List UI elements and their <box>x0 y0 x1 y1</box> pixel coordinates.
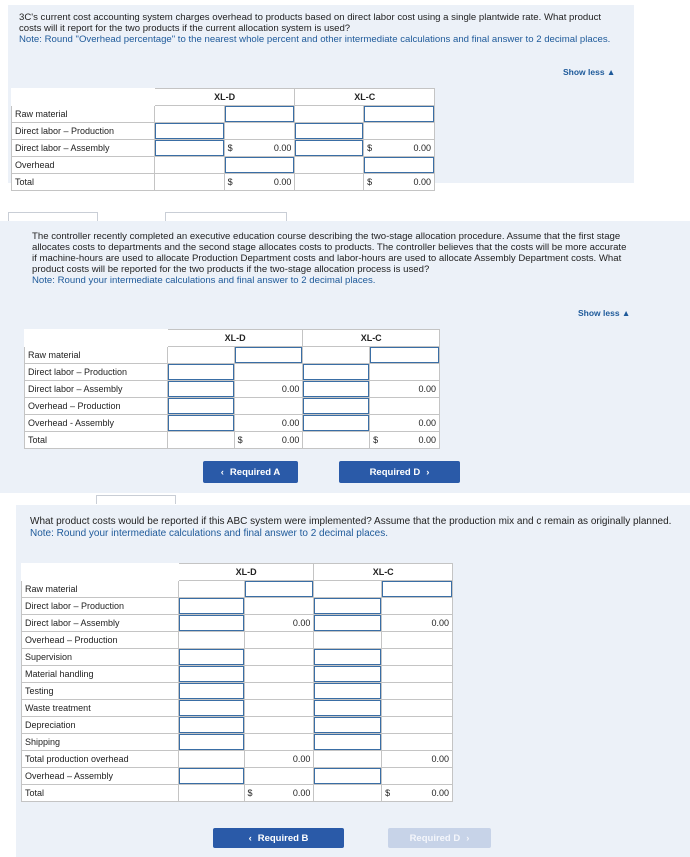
cell <box>244 632 314 649</box>
row-label: Overhead <box>12 157 155 174</box>
currency: $ <box>237 435 243 445</box>
cell <box>295 157 364 174</box>
cell <box>303 415 370 432</box>
row-label: Overhead - Assembly <box>25 415 168 432</box>
value: 0.00 <box>281 384 300 394</box>
cell <box>224 157 295 174</box>
cell <box>382 666 453 683</box>
cell <box>314 581 382 598</box>
cell <box>178 785 244 802</box>
cell <box>178 649 244 666</box>
input-cell[interactable] <box>168 381 234 397</box>
cell <box>178 581 244 598</box>
cell <box>244 768 314 785</box>
cell <box>167 347 234 364</box>
cell <box>244 785 314 802</box>
required-d-label: Required D <box>409 832 461 844</box>
cell <box>382 700 453 717</box>
input-cell[interactable] <box>314 615 381 631</box>
row-label: Total <box>12 174 155 191</box>
input-cell[interactable] <box>314 768 381 784</box>
cell <box>244 598 314 615</box>
value: 0.00 <box>273 177 292 187</box>
cell <box>178 734 244 751</box>
cell <box>224 140 295 157</box>
row-label: Direct labor – Assembly <box>25 381 168 398</box>
row-label: Depreciation <box>22 717 179 734</box>
header-xl-c: XL-C <box>314 564 453 581</box>
cell <box>364 106 435 123</box>
input-cell[interactable] <box>303 415 369 431</box>
input-cell[interactable] <box>155 123 224 139</box>
row-label: Total <box>22 785 179 802</box>
cell <box>234 432 303 449</box>
section2-question: The controller recently completed an executive education course describing the two-stage allocation procedure. Assume that the first stage allocates costs to departments and the second stage allocates costs to products. The controller believes that the costs will be more accurate if machine-hours are used to allocate Production Department costs and labor-hours are used to allocate Assembly Department costs. What product costs will be reported for the two products if the two-stage allocation process is used? <box>32 231 627 275</box>
input-cell[interactable] <box>314 598 381 614</box>
value: 0.00 <box>273 143 292 153</box>
currency: $ <box>367 177 373 187</box>
section3-table <box>21 563 453 802</box>
cell <box>167 398 234 415</box>
cell <box>314 666 382 683</box>
cell <box>382 649 453 666</box>
cell <box>364 174 435 191</box>
input-cell[interactable] <box>364 157 434 173</box>
cell <box>234 398 303 415</box>
value: 0.00 <box>418 435 436 445</box>
input-cell[interactable] <box>155 140 224 156</box>
input-cell[interactable] <box>314 666 381 682</box>
header-xl-d: XL-D <box>167 330 303 347</box>
input-cell[interactable] <box>225 106 295 122</box>
header-blank <box>12 89 155 106</box>
cell <box>303 432 370 449</box>
input-cell[interactable] <box>364 106 434 122</box>
input-cell[interactable] <box>168 398 234 414</box>
section1-question: 3C's current cost accounting system charges overhead to products based on direct labor cost using a single plantwide rate. What product costs will it report for the two products if the current allocation system is used? <box>19 12 602 34</box>
cell <box>370 364 440 381</box>
cell <box>154 106 224 123</box>
currency: $ <box>367 143 373 153</box>
cell <box>178 632 244 649</box>
cell <box>167 381 234 398</box>
input-cell[interactable] <box>370 347 439 363</box>
row-label: Total production overhead <box>22 751 179 768</box>
cell <box>314 717 382 734</box>
value: 0.00 <box>431 618 449 628</box>
currency: $ <box>227 143 233 153</box>
section1-show-less[interactable]: Show less ▲ <box>563 67 616 77</box>
input-cell[interactable] <box>225 157 295 173</box>
cell <box>364 123 435 140</box>
input-cell[interactable] <box>179 683 244 699</box>
header-xl-d: XL-D <box>154 89 295 106</box>
cell <box>244 581 314 598</box>
chevron-left-icon: ‹ <box>220 466 224 478</box>
cell <box>244 717 314 734</box>
header-xl-c: XL-C <box>295 89 435 106</box>
row-label: Raw material <box>25 347 168 364</box>
input-cell[interactable] <box>303 381 369 397</box>
cell <box>244 734 314 751</box>
input-cell[interactable] <box>314 717 381 733</box>
value: 0.00 <box>418 418 436 428</box>
input-cell[interactable] <box>179 717 244 733</box>
cell <box>370 415 440 432</box>
cell <box>295 106 364 123</box>
value: 0.00 <box>418 384 436 394</box>
header-xl-d: XL-D <box>178 564 314 581</box>
cell <box>314 751 382 768</box>
input-cell[interactable] <box>179 615 244 631</box>
cell <box>234 347 303 364</box>
cell <box>303 364 370 381</box>
section2-table <box>24 329 440 449</box>
cell <box>154 157 224 174</box>
cell <box>224 106 295 123</box>
input-cell[interactable] <box>245 581 314 597</box>
cell <box>314 683 382 700</box>
cell <box>295 123 364 140</box>
cell <box>295 174 364 191</box>
cell <box>382 632 453 649</box>
row-label: Overhead – Production <box>25 398 168 415</box>
value: 0.00 <box>281 418 300 428</box>
input-cell[interactable] <box>314 734 381 750</box>
input-cell[interactable] <box>235 347 303 363</box>
row-label: Raw material <box>22 581 179 598</box>
row-label: Supervision <box>22 649 179 666</box>
cell <box>234 415 303 432</box>
row-label: Raw material <box>12 106 155 123</box>
input-cell[interactable] <box>179 768 244 784</box>
input-cell[interactable] <box>303 398 369 414</box>
required-d-label: Required D <box>369 466 421 478</box>
cell <box>154 140 224 157</box>
row-label: Testing <box>22 683 179 700</box>
input-cell[interactable] <box>179 666 244 682</box>
input-cell[interactable] <box>295 140 363 156</box>
section2-note: Note: Round your intermediate calculations and final answer to 2 decimal places. <box>32 275 376 286</box>
input-cell[interactable] <box>179 598 244 614</box>
section3-question: What product costs would be reported if this ABC system were implemented? Assume that the production mix and c remain as originally planned. <box>30 516 672 527</box>
cell <box>178 700 244 717</box>
cell <box>154 123 224 140</box>
cell <box>382 734 453 751</box>
cell <box>364 140 435 157</box>
cell <box>382 683 453 700</box>
row-label: Direct labor – Production <box>22 598 179 615</box>
tab-stub <box>165 212 287 221</box>
row-label: Overhead – Production <box>22 632 179 649</box>
cell <box>370 432 440 449</box>
value: 0.00 <box>413 143 431 153</box>
input-cell[interactable] <box>179 649 244 665</box>
cell <box>244 751 314 768</box>
cell <box>382 768 453 785</box>
required-d-button-disabled[interactable] <box>388 828 491 848</box>
row-label: Direct labor – Production <box>12 123 155 140</box>
required-b-button[interactable] <box>213 828 344 848</box>
cell <box>244 700 314 717</box>
cell <box>382 615 453 632</box>
required-a-button[interactable] <box>203 461 298 483</box>
cell <box>244 649 314 666</box>
cell <box>224 174 295 191</box>
section1-table <box>11 88 435 191</box>
input-cell[interactable] <box>314 649 381 665</box>
cell <box>178 666 244 683</box>
input-cell[interactable] <box>168 415 234 431</box>
cell <box>178 751 244 768</box>
row-label: Total <box>25 432 168 449</box>
input-cell[interactable] <box>303 364 369 380</box>
cell <box>244 615 314 632</box>
cell <box>364 157 435 174</box>
cell <box>314 632 382 649</box>
cell <box>244 683 314 700</box>
cell <box>295 140 364 157</box>
row-label: Direct labor – Assembly <box>22 615 179 632</box>
cell <box>314 768 382 785</box>
header-blank <box>22 564 179 581</box>
cell <box>244 666 314 683</box>
input-cell[interactable] <box>314 700 381 716</box>
input-cell[interactable] <box>382 581 452 597</box>
section2-show-less[interactable]: Show less ▲ <box>578 308 631 318</box>
required-d-button[interactable] <box>339 461 460 483</box>
currency: $ <box>373 435 379 445</box>
required-b-label: Required B <box>257 832 309 844</box>
cell <box>314 734 382 751</box>
input-cell[interactable] <box>179 700 244 716</box>
header-xl-c: XL-C <box>303 330 440 347</box>
value: 0.00 <box>431 754 449 764</box>
row-label: Direct labor – Assembly <box>12 140 155 157</box>
input-cell[interactable] <box>179 734 244 750</box>
cell <box>370 347 440 364</box>
cell <box>167 432 234 449</box>
cell <box>178 768 244 785</box>
cell <box>314 615 382 632</box>
value: 0.00 <box>292 788 311 798</box>
cell <box>178 683 244 700</box>
cell <box>370 398 440 415</box>
cell <box>303 381 370 398</box>
cell <box>154 174 224 191</box>
cell <box>314 598 382 615</box>
section2-prompt <box>32 231 632 286</box>
value: 0.00 <box>292 754 311 764</box>
value: 0.00 <box>431 788 449 798</box>
row-label: Shipping <box>22 734 179 751</box>
required-a-label: Required A <box>229 466 281 478</box>
row-label: Material handling <box>22 666 179 683</box>
header-blank <box>25 330 168 347</box>
tab-stub <box>96 495 176 504</box>
input-cell[interactable] <box>314 683 381 699</box>
currency: $ <box>247 788 253 798</box>
row-label: Overhead – Assembly <box>22 768 179 785</box>
chevron-left-icon: ‹ <box>248 832 252 844</box>
cell <box>382 751 453 768</box>
section1-prompt <box>19 12 624 45</box>
cell <box>234 364 303 381</box>
cell <box>303 398 370 415</box>
cell <box>382 581 453 598</box>
row-label: Waste treatment <box>22 700 179 717</box>
section1-note: Note: Round "Overhead percentage" to the nearest whole percent and other intermediate calculations and final answer to 2 decimal places. <box>19 34 611 45</box>
value: 0.00 <box>281 435 300 445</box>
cell <box>382 785 453 802</box>
input-cell[interactable] <box>295 123 363 139</box>
cell <box>314 785 382 802</box>
cell <box>314 649 382 666</box>
cell <box>303 347 370 364</box>
currency: $ <box>227 177 233 187</box>
cell <box>370 381 440 398</box>
cell <box>234 381 303 398</box>
cell <box>224 123 295 140</box>
section3-note: Note: Round your intermediate calculations and final answer to 2 decimal places. <box>30 528 388 539</box>
value: 0.00 <box>413 177 431 187</box>
section3-prompt <box>30 516 690 540</box>
cell <box>178 598 244 615</box>
row-label: Direct labor – Production <box>25 364 168 381</box>
chevron-right-icon: › <box>426 466 430 478</box>
cell <box>314 700 382 717</box>
currency: $ <box>385 788 391 798</box>
cell <box>382 717 453 734</box>
cell <box>167 415 234 432</box>
cell <box>178 717 244 734</box>
cell <box>167 364 234 381</box>
cell <box>382 598 453 615</box>
value: 0.00 <box>292 618 311 628</box>
chevron-right-icon: › <box>466 832 470 844</box>
input-cell[interactable] <box>168 364 234 380</box>
tab-stub <box>8 212 98 221</box>
cell <box>178 615 244 632</box>
